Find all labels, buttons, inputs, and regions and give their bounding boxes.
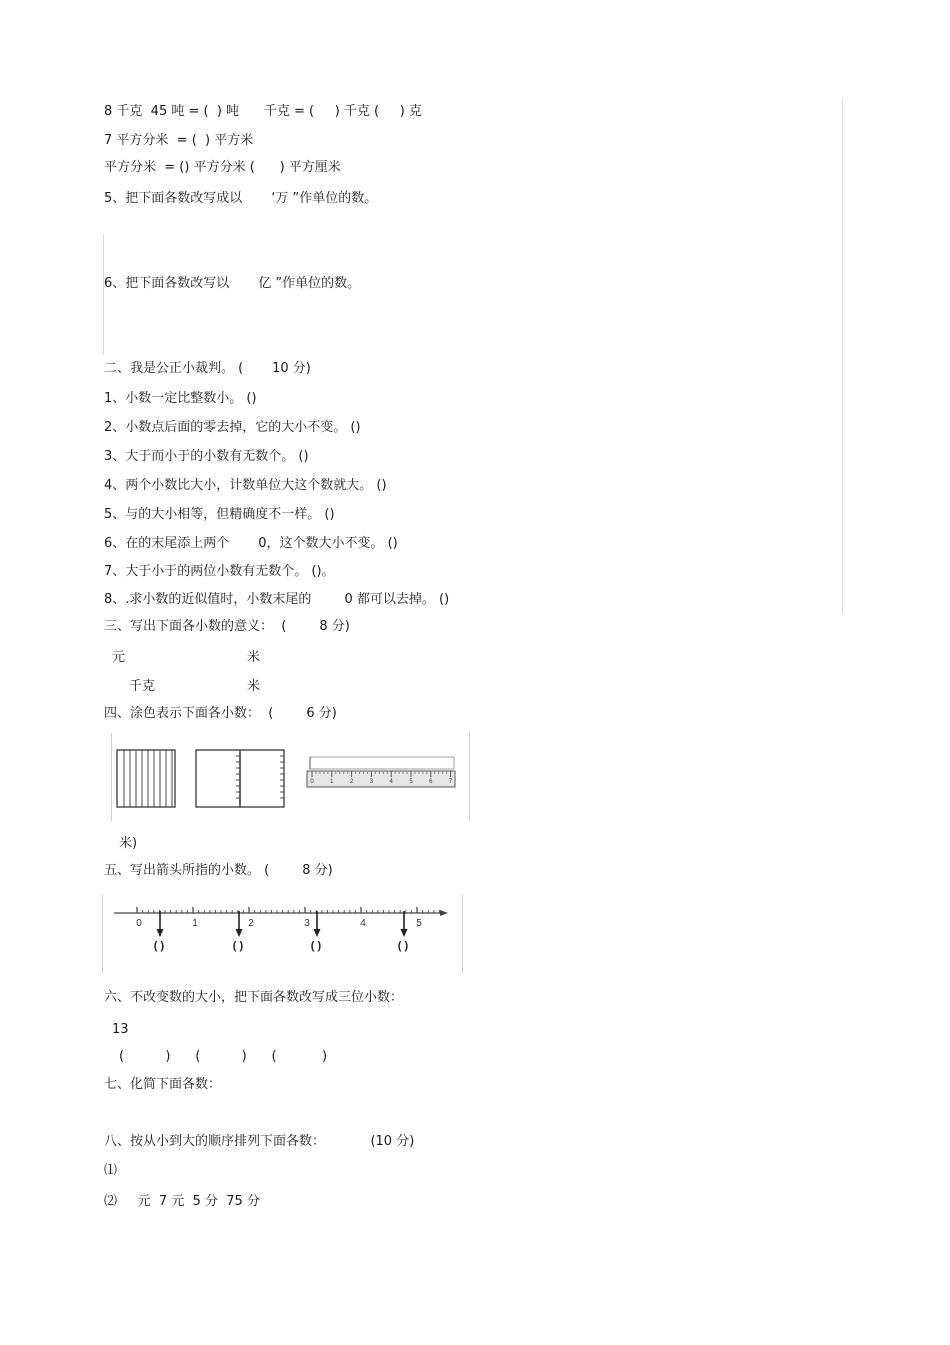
judge-item-3: 3、大于而小于的小数有无数个。 ()	[104, 449, 309, 464]
axis-label: 4	[360, 918, 366, 929]
section-4-caption: 米)	[119, 836, 138, 851]
ruler-label: 3	[369, 779, 374, 785]
judge-item-2: 2、小数点后面的零去掉，它的大小不变。 ()	[104, 420, 361, 435]
section-2-title: 二、我是公正小裁判。 ( 10 分)	[104, 361, 311, 376]
answer-parens	[154, 940, 409, 952]
number-line-svg	[102, 895, 463, 973]
axis-labels	[136, 918, 422, 929]
meaning-row2-mi: 米	[247, 679, 261, 694]
section-8-title: 八、按从小到大的顺序排列下面各数： (10 分)	[104, 1134, 415, 1149]
meaning-row2-qianke: 千克	[129, 679, 156, 694]
answer-blank: ( )	[232, 940, 244, 952]
ticked-square-right	[240, 750, 284, 807]
left-margin-rule	[103, 235, 104, 355]
order-item-1: ⑴	[104, 1163, 118, 1178]
ruler-label: 2	[349, 779, 354, 785]
meaning-row1-yuan: 元	[112, 650, 126, 665]
ruler-label: 5	[409, 779, 413, 785]
judge-item-5: 5、与的大小相等，但精确度不一样。 ()	[104, 507, 335, 522]
axis-arrowhead	[440, 910, 448, 916]
unit-conversion-line-1: 8 千克 45 吨 = ( ) 吨 千克 = ( ) 千克 ( ) 克	[104, 104, 422, 119]
axis-label: 1	[192, 918, 198, 929]
axis-label: 5	[416, 918, 422, 929]
striped-square	[117, 750, 175, 807]
meaning-row1-mi: 米	[247, 650, 261, 665]
axis-ticks	[137, 907, 439, 913]
judge-item-1: 1、小数一定比整数小。 ()	[104, 391, 257, 406]
number-13: 13	[112, 1022, 129, 1037]
judge-item-8: 8、.求小数的近似值时，小数末尾的 0 都可以去掉。 ()	[104, 592, 450, 607]
section-5-title: 五、写出箭头所指的小数。 ( 8 分)	[104, 863, 333, 878]
right-margin-rule	[842, 98, 843, 613]
axis-label: 3	[304, 918, 310, 929]
section-4-title: 四、涂色表示下面各小数： ( 6 分)	[104, 706, 337, 721]
answer-blank: ( )	[397, 940, 409, 952]
three-decimal-blanks: ( ) ( ) ( )	[119, 1049, 328, 1064]
pointer-arrow-head	[157, 929, 164, 937]
ruler-label: 0	[310, 779, 314, 785]
pointer-arrow-head	[236, 929, 243, 937]
axis-label: 0	[136, 918, 142, 929]
order-item-2: ⑵ 元 7 元 5 分 75 分	[104, 1194, 260, 1209]
answer-blank: ( )	[310, 940, 322, 952]
ticked-square-left	[196, 750, 240, 807]
section-6-title: 六、不改变数的大小，把下面各数改写成三位小数：	[104, 990, 404, 1005]
section-7-title: 七、化简下面各数：	[104, 1077, 222, 1092]
ruler-label: 6	[429, 779, 433, 785]
judge-item-6: 6、在的末尾添上两个 0，这个数大小不变。 ()	[104, 536, 398, 551]
pointer-arrow-head	[401, 929, 408, 937]
ruler-label: 1	[330, 779, 334, 785]
question-5: 5、把下面各数改写成以 ‘万 ”作单位的数。	[104, 191, 378, 206]
number-line-figure	[102, 895, 463, 973]
judge-item-7: 7、大于小于的两位小数有无数个。 ()。	[104, 564, 335, 579]
coloring-figure	[111, 733, 470, 821]
ruler-label: 7	[448, 779, 453, 785]
unit-conversion-line-3: 平方分米 = () 平方分米 ( ) 平方厘米	[104, 160, 341, 175]
coloring-figure-svg	[111, 733, 470, 821]
answer-blank: ( )	[153, 940, 165, 952]
axis-label: 2	[248, 918, 254, 929]
question-6: 6、把下面各数改写以 亿 ”作单位的数。	[104, 276, 361, 291]
unit-conversion-line-2: 7 平方分米 = ( ) 平方米	[104, 133, 254, 148]
judge-item-4: 4、两个小数比大小，计数单位大这个数就大。 ()	[104, 478, 387, 493]
ruler-label: 4	[389, 779, 393, 785]
pointer-arrow-head	[314, 929, 321, 937]
section-3-title: 三、写出下面各小数的意义： ( 8 分)	[104, 619, 350, 634]
